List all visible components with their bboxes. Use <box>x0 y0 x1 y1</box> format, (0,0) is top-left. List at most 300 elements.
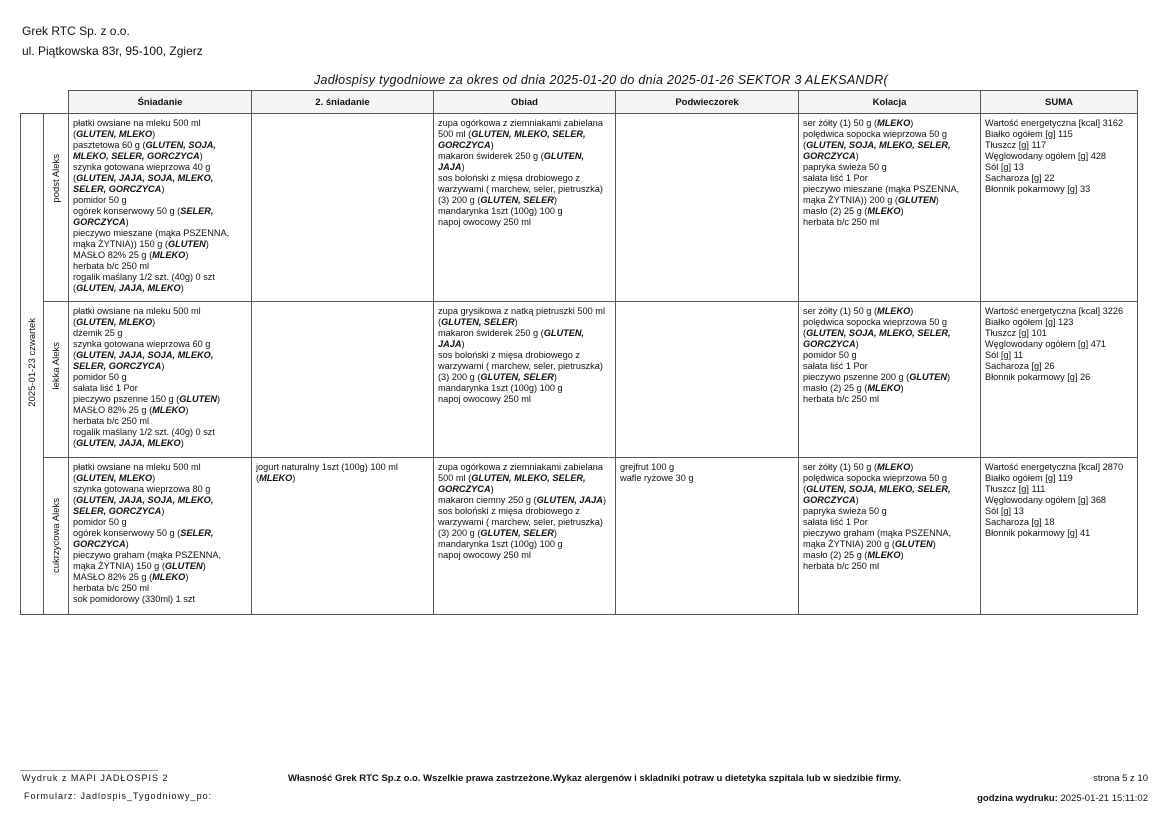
item-text: ) <box>855 495 859 505</box>
cell-line <box>73 572 247 583</box>
document-title: Jadłospisy tygodniowe za okres od dnia 2025-01-20 do dnia 2025-01-26 SEKTOR 3 ALEKSANDR( <box>314 73 888 87</box>
item-text: Wartość energetyczna [kcal] 3162 <box>985 118 1124 128</box>
cell-line <box>438 206 611 217</box>
item-text: pieczywo pszenne 200 g ( <box>803 372 910 382</box>
allergen-text: GLUTEN, MLEKO, SELER, <box>471 473 586 483</box>
item-text: jogurt naturalny 1szt (100g) 100 ml <box>256 462 398 472</box>
item-text: mandarynka 1szt (100g) 100 g <box>438 206 563 216</box>
item-text: Sacharoza [g] 18 <box>985 517 1055 527</box>
cell-line <box>985 372 1133 383</box>
item-text: ) <box>461 339 465 349</box>
cell-line <box>73 517 247 528</box>
allergen-text: GORCZYCA <box>803 151 856 161</box>
allergen-text: SELER, GORCZYCA <box>73 506 162 516</box>
footer-source: Wydruk z MAPI JADŁOSPIS 2 <box>22 773 169 783</box>
cell-line <box>73 350 247 361</box>
diet-cell <box>44 458 69 615</box>
cell-line <box>803 206 976 217</box>
item-text: ogórek konserwowy 50 g ( <box>73 206 181 216</box>
item-text: płatki owsiane na mleku 500 ml <box>73 118 201 128</box>
cell-line <box>438 184 611 195</box>
corner-cell <box>21 91 44 114</box>
cell-line <box>438 129 611 140</box>
allergen-text: GLUTEN <box>179 394 218 404</box>
item-text: mąka ŻYTNIA) 200 g ( <box>803 539 895 549</box>
item-text: MASŁO 82% 25 g ( <box>73 405 153 415</box>
meal-cell <box>434 302 616 458</box>
cell-line <box>803 162 976 173</box>
item-text: ( <box>73 438 77 448</box>
item-text: ( <box>73 129 77 139</box>
cell-line <box>73 427 247 438</box>
print-time <box>977 793 1148 804</box>
cell-line <box>803 217 976 228</box>
allergen-text: GLUTEN, <box>543 151 585 161</box>
item-text: Błonnik pokarmowy [g] 33 <box>985 184 1091 194</box>
item-text: ( <box>73 495 77 505</box>
item-text: masło (2) 25 g ( <box>803 206 868 216</box>
allergen-text: MLEKO <box>877 462 911 472</box>
allergen-text: GLUTEN, SELER <box>441 317 515 327</box>
item-text: ) <box>161 506 165 516</box>
cell-line <box>985 328 1133 339</box>
cell-line <box>620 473 794 484</box>
allergen-text: GLUTEN <box>164 561 203 571</box>
allergen-text: GLUTEN, MLEKO <box>76 473 153 483</box>
cell-line <box>438 350 611 361</box>
cell-line <box>73 162 247 173</box>
cell-line <box>985 484 1133 495</box>
cell-line <box>438 462 611 473</box>
allergen-text: SELER, GORCZYCA <box>73 184 162 194</box>
allergen-text: GORCZYCA <box>73 539 126 549</box>
cell-line <box>803 350 976 361</box>
allergen-text: SELER, GORCZYCA <box>73 361 162 371</box>
allergen-text: GLUTEN <box>897 195 936 205</box>
day-cell <box>21 114 44 615</box>
cell-line <box>73 372 247 383</box>
item-text: herbata b/c 250 ml <box>73 416 150 426</box>
sum-cell <box>981 458 1138 615</box>
allergen-text: MLEKO <box>867 550 901 560</box>
cell-line <box>73 283 247 294</box>
col-header-sum: SUMA <box>981 91 1138 114</box>
cell-line <box>73 129 247 140</box>
item-text: ser żółty (1) 50 g ( <box>803 462 878 472</box>
allergen-text: GLUTEN, JAJA, SOJA, MLEKO, <box>76 495 214 505</box>
menu-table <box>20 90 1138 615</box>
item-text: Białko ogółem [g] 119 <box>985 473 1073 483</box>
cell-line <box>73 317 247 328</box>
company-address: ul. Piątkowska 83r, 95-100, Zgierz <box>22 44 203 58</box>
item-text: pasztetowa 60 g ( <box>73 140 146 150</box>
cell-line <box>803 140 976 151</box>
item-text: papryka świeża 50 g <box>803 162 887 172</box>
item-text: Sól [g] 11 <box>985 350 1024 360</box>
allergen-text: SELER, <box>180 206 214 216</box>
item-text: Sól [g] 13 <box>985 506 1024 516</box>
item-text: mąka ŻYTNIA) 150 g ( <box>73 561 165 571</box>
cell-line <box>985 361 1133 372</box>
footer-divider <box>20 770 158 771</box>
meal-cell <box>69 114 252 302</box>
cell-line <box>985 317 1133 328</box>
item-text: warzywami ( marchew, seler, pietruszka) <box>438 184 603 194</box>
cell-line <box>73 151 247 162</box>
col-header-second-breakfast: 2. śniadanie <box>252 91 434 114</box>
item-text: pomidor 50 g <box>803 350 857 360</box>
meal-cell <box>252 302 434 458</box>
item-text: ) <box>152 129 156 139</box>
cell-line <box>73 561 247 572</box>
cell-line <box>438 506 611 517</box>
item-text: ) <box>180 283 184 293</box>
cell-line <box>438 195 611 206</box>
meal-cell <box>252 458 434 615</box>
item-text: ) <box>900 550 904 560</box>
cell-line <box>73 118 247 129</box>
item-text: ( <box>803 484 807 494</box>
cell-line <box>73 195 247 206</box>
cell-line <box>803 473 976 484</box>
cell-line <box>803 118 976 129</box>
allergen-text: SELER, <box>180 528 214 538</box>
cell-line <box>985 528 1133 539</box>
item-text: Sacharoza [g] 22 <box>985 173 1055 183</box>
allergen-text: GLUTEN, SELER <box>480 528 554 538</box>
cell-line <box>73 394 247 405</box>
cell-line <box>73 361 247 372</box>
meal-cell <box>252 114 434 302</box>
cell-line <box>985 129 1133 140</box>
cell-line <box>985 506 1133 517</box>
cell-line <box>73 416 247 427</box>
cell-line <box>803 394 976 405</box>
item-text: napoj owocowy 250 ml <box>438 550 531 560</box>
item-text: ) <box>490 140 494 150</box>
item-text: płatki owsiane na mleku 500 ml <box>73 462 201 472</box>
allergen-text: GLUTEN <box>894 539 933 549</box>
allergen-text: MLEKO <box>867 383 901 393</box>
item-text: pieczywo mieszane (mąka PSZENNA, <box>73 228 230 238</box>
cell-line <box>803 484 976 495</box>
item-text: sałata liść 1 Por <box>73 383 138 393</box>
item-text: zupa grysikowa z natką pietruszki 500 ml <box>438 306 605 316</box>
item-text: ) <box>910 462 914 472</box>
cell-line <box>73 184 247 195</box>
item-text: sałata liść 1 Por <box>803 173 868 183</box>
cell-line <box>73 239 247 250</box>
cell-line <box>803 173 976 184</box>
cell-line <box>438 151 611 162</box>
cell-line <box>985 350 1133 361</box>
item-text: zupa ogórkowa z ziemniakami zabielana <box>438 118 603 128</box>
item-text: ) <box>152 473 156 483</box>
cell-line <box>438 173 611 184</box>
cell-line <box>438 217 611 228</box>
item-text: masło (2) 25 g ( <box>803 383 868 393</box>
item-text: herbata b/c 250 ml <box>73 261 150 271</box>
item-text: ) <box>185 250 189 260</box>
cell-line <box>438 372 611 383</box>
cell-line <box>73 228 247 239</box>
cell-line <box>73 506 247 517</box>
item-text: herbata b/c 250 ml <box>803 394 880 404</box>
item-text: ) <box>855 339 859 349</box>
allergen-text: GORCZYCA <box>438 140 491 150</box>
item-text: ) <box>490 484 494 494</box>
item-text: pomidor 50 g <box>73 372 127 382</box>
item-text: herbata b/c 250 ml <box>803 217 880 227</box>
item-text: Wartość energetyczna [kcal] 2870 <box>985 462 1124 472</box>
item-text: polędwica sopocka wieprzowa 50 g <box>803 317 948 327</box>
item-text: ser żółty (1) 50 g ( <box>803 118 878 128</box>
item-text: (3) 200 g ( <box>438 372 481 382</box>
meal-cell <box>616 302 799 458</box>
item-text: Węglowodany ogółem [g] 428 <box>985 151 1107 161</box>
item-text: Błonnik pokarmowy [g] 26 <box>985 372 1091 382</box>
item-text: polędwica sopocka wieprzowa 50 g <box>803 129 948 139</box>
item-text: ( <box>73 317 77 327</box>
item-text: pieczywo graham (mąka PSZENNA, <box>803 528 952 538</box>
cell-line <box>438 317 611 328</box>
cell-line <box>803 328 976 339</box>
meal-cell <box>434 458 616 615</box>
cell-line <box>73 583 247 594</box>
meal-cell <box>799 302 981 458</box>
allergen-text: MLEKO <box>152 250 186 260</box>
item-text: sałata liść 1 Por <box>803 361 868 371</box>
allergen-text: GLUTEN, JAJA, SOJA, MLEKO, <box>76 173 214 183</box>
print-time-label: godzina wydruku: <box>977 793 1058 804</box>
company-name: Grek RTC Sp. z o.o. <box>22 24 130 38</box>
allergen-text: GLUTEN, MLEKO, SELER, <box>471 129 586 139</box>
item-text: ) <box>553 528 557 538</box>
item-text: Tłuszcz [g] 117 <box>985 140 1047 150</box>
item-text: grejfrut 100 g <box>620 462 675 472</box>
cell-line <box>73 217 247 228</box>
item-text: (3) 200 g ( <box>438 528 481 538</box>
item-text: napoj owocowy 250 ml <box>438 394 531 404</box>
item-text: herbata b/c 250 ml <box>803 561 880 571</box>
allergen-text: MLEKO <box>152 572 186 582</box>
col-header-dinner: Kolacja <box>799 91 981 114</box>
item-text: ) <box>185 572 189 582</box>
cell-line <box>438 550 611 561</box>
item-text: Błonnik pokarmowy [g] 41 <box>985 528 1091 538</box>
cell-line <box>438 306 611 317</box>
cell-line <box>803 561 976 572</box>
cell-line <box>438 495 611 506</box>
item-text: szynka gotowana wieprzowa 40 g <box>73 162 211 172</box>
allergen-text: GLUTEN, JAJA, MLEKO <box>76 283 181 293</box>
meal-cell <box>799 458 981 615</box>
allergen-text: GLUTEN, JAJA, MLEKO <box>76 438 181 448</box>
item-text: mąka ŻYTNIA)) 150 g ( <box>73 239 168 249</box>
cell-line <box>620 462 794 473</box>
day-label: 2025-01-23 czwartek <box>26 318 38 407</box>
allergen-text: GLUTEN <box>909 372 948 382</box>
item-text: pieczywo graham (mąka PSZENNA, <box>73 550 222 560</box>
allergen-text: GLUTEN <box>167 239 206 249</box>
allergen-text: JAJA <box>438 339 462 349</box>
allergen-text: MLEKO <box>877 118 911 128</box>
item-text: Sól [g] 13 <box>985 162 1024 172</box>
table-row <box>21 302 1138 458</box>
cell-line <box>438 328 611 339</box>
cell-line <box>985 462 1133 473</box>
item-text: MASŁO 82% 25 g ( <box>73 572 153 582</box>
cell-line <box>73 405 247 416</box>
allergen-text: GLUTEN, SOJA, MLEKO, SELER, <box>806 484 951 494</box>
item-text: Węglowodany ogółem [g] 368 <box>985 495 1107 505</box>
cell-line <box>73 495 247 506</box>
allergen-text: MLEKO <box>867 206 901 216</box>
cell-line <box>73 250 247 261</box>
cell-line <box>73 339 247 350</box>
allergen-text: MLEKO <box>259 473 293 483</box>
item-text: herbata b/c 250 ml <box>73 583 150 593</box>
cell-line <box>803 151 976 162</box>
item-text: ) <box>161 361 165 371</box>
diet-cell <box>44 302 69 458</box>
cell-line <box>73 550 247 561</box>
item-text: ) <box>180 438 184 448</box>
cell-line <box>256 462 429 473</box>
item-text: ) <box>161 184 165 194</box>
allergen-text: MLEKO <box>877 306 911 316</box>
sum-cell <box>981 302 1138 458</box>
item-text: sos boloński z mięsa drobiowego z <box>438 173 580 183</box>
item-text: Węglowodany ogółem [g] 471 <box>985 339 1107 349</box>
cell-line <box>803 383 976 394</box>
item-text: rogalik maślany 1/2 szt. (40g) 0 szt <box>73 427 215 437</box>
item-text: mandarynka 1szt (100g) 100 g <box>438 539 563 549</box>
cell-line <box>803 495 976 506</box>
sum-cell <box>981 114 1138 302</box>
cell-line <box>73 484 247 495</box>
cell-line <box>985 495 1133 506</box>
cell-line <box>803 528 976 539</box>
cell-line <box>438 140 611 151</box>
item-text: ) <box>910 306 914 316</box>
cell-line <box>985 140 1133 151</box>
diet-label: podst Aleks <box>50 154 62 203</box>
item-text: ) <box>217 394 221 404</box>
item-text: zupa ogórkowa z ziemniakami zabielana <box>438 462 603 472</box>
item-text: pomidor 50 g <box>73 517 127 527</box>
item-text: Tłuszcz [g] 101 <box>985 328 1047 338</box>
cell-line <box>985 184 1133 195</box>
col-header-afternoon-snack: Podwieczorek <box>616 91 799 114</box>
table-row <box>21 114 1138 302</box>
item-text: ) <box>602 495 606 505</box>
item-text: ) <box>553 195 557 205</box>
cell-line <box>803 372 976 383</box>
cell-line <box>803 195 976 206</box>
cell-line <box>803 184 976 195</box>
cell-line <box>438 517 611 528</box>
item-text: pomidor 50 g <box>73 195 127 205</box>
cell-line <box>803 517 976 528</box>
item-text: ) <box>855 151 859 161</box>
item-text: ) <box>152 317 156 327</box>
cell-line <box>985 517 1133 528</box>
cell-line <box>985 162 1133 173</box>
item-text: polędwica sopocka wieprzowa 50 g <box>803 473 948 483</box>
cell-line <box>73 306 247 317</box>
item-text: ) <box>205 239 209 249</box>
cell-line <box>73 272 247 283</box>
allergen-text: GLUTEN, JAJA, SOJA, MLEKO, <box>76 350 214 360</box>
cell-line <box>803 539 976 550</box>
item-text: ser żółty (1) 50 g ( <box>803 306 878 316</box>
cell-line <box>438 484 611 495</box>
item-text: sos boloński z mięsa drobiowego z <box>438 506 580 516</box>
cell-line <box>73 438 247 449</box>
col-header-lunch: Obiad <box>434 91 616 114</box>
cell-line <box>73 173 247 184</box>
allergen-text: GLUTEN, SOJA, <box>145 140 216 150</box>
item-text: płatki owsiane na mleku 500 ml <box>73 306 201 316</box>
item-text: ( <box>803 328 807 338</box>
item-text: Wartość energetyczna [kcal] 3226 <box>985 306 1124 316</box>
item-text: sałata liść 1 Por <box>803 517 868 527</box>
item-text: ( <box>73 473 77 483</box>
item-text: mandarynka 1szt (100g) 100 g <box>438 383 563 393</box>
item-text: ( <box>73 350 77 360</box>
cell-line <box>73 594 247 605</box>
cell-line <box>73 473 247 484</box>
item-text: Białko ogółem [g] 115 <box>985 129 1073 139</box>
cell-line <box>803 339 976 350</box>
allergen-text: GLUTEN, MLEKO <box>76 129 153 139</box>
item-text: szynka gotowana wieprzowa 60 g <box>73 339 211 349</box>
meal-cell <box>434 114 616 302</box>
meal-cell <box>616 114 799 302</box>
item-text: dżemik 25 g <box>73 328 123 338</box>
footer-form: Formularz: Jadlospis_Tygodniowy_po: <box>24 791 213 801</box>
allergen-text: GLUTEN, <box>543 328 585 338</box>
item-text: ( <box>256 473 260 483</box>
cell-line <box>73 206 247 217</box>
item-text: ) <box>910 118 914 128</box>
item-text: ) <box>461 162 465 172</box>
item-text: ) <box>900 206 904 216</box>
item-text: sok pomidorowy (330ml) 1 szt <box>73 594 196 604</box>
cell-line <box>73 328 247 339</box>
item-text: ogórek konserwowy 50 g ( <box>73 528 181 538</box>
cell-line <box>803 462 976 473</box>
item-text: warzywami ( marchew, seler, pietruszka) <box>438 517 603 527</box>
diet-label: cukrzycowa Aleks <box>50 498 62 573</box>
cell-line <box>803 361 976 372</box>
cell-line <box>438 118 611 129</box>
item-text: ) <box>202 561 206 571</box>
cell-line <box>438 361 611 372</box>
footer-notice: Własność Grek RTC Sp.z o.o. Wszelkie prawa zastrzeżone.Wykaz alergenów i skladniki potraw u dietetyka szpitala lub w siedzibie firmy. <box>288 773 902 784</box>
cell-line <box>985 473 1133 484</box>
meal-cell <box>799 114 981 302</box>
allergen-text: JAJA <box>438 162 462 172</box>
cell-line <box>73 140 247 151</box>
item-text: pieczywo mieszane (mąka PSZENNA, <box>803 184 960 194</box>
col-header-breakfast: Śniadanie <box>69 91 252 114</box>
meal-cell <box>69 302 252 458</box>
item-text: sos boloński z mięsa drobiowego z <box>438 350 580 360</box>
item-text: ) <box>185 405 189 415</box>
cell-line <box>438 539 611 550</box>
